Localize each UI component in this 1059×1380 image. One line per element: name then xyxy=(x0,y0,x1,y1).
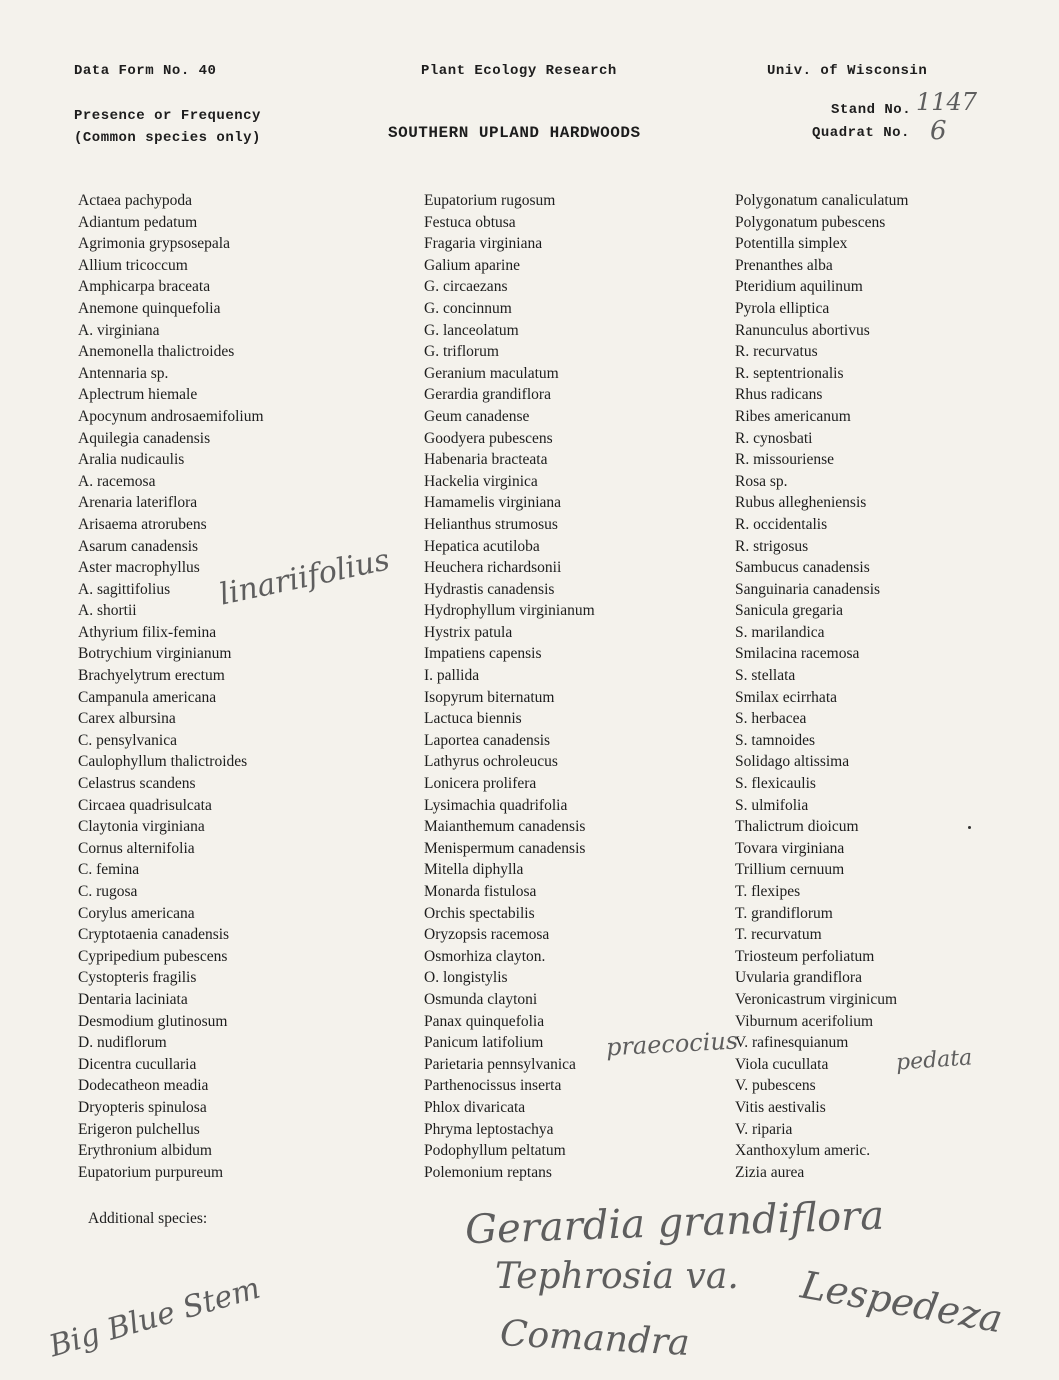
species-item: Monarda fistulosa xyxy=(424,883,537,900)
species-item: S. marilandica xyxy=(735,623,825,641)
species-item: Helianthus strumosus xyxy=(424,515,558,533)
species-column-1 xyxy=(78,190,378,1183)
species-item: Sanguinaria canadensis xyxy=(735,580,881,598)
species-item: Oryzopsis racemosa xyxy=(424,926,550,944)
species-item: Polygonatum canaliculatum xyxy=(735,192,909,209)
quadrat-value-handwritten: 6 xyxy=(930,116,947,146)
species-item: Dryopteris spinulosa xyxy=(78,1098,207,1116)
species-item: Smilacina racemosa xyxy=(735,645,860,663)
species-item: Anemone quinquefolia xyxy=(78,299,221,317)
species-item: Phlox divaricata xyxy=(424,1098,526,1116)
species-item: Eupatorium rugosum xyxy=(424,192,556,209)
species-item: S. flexicaulis xyxy=(735,775,816,793)
stand-value-handwritten: 1147 xyxy=(916,88,978,116)
species-item: R. septentrionalis xyxy=(735,364,844,382)
species-item: Hepatica acutiloba xyxy=(424,537,540,555)
species-item: Gerardia grandiflora xyxy=(424,386,551,404)
species-item: Prenanthes alba xyxy=(735,256,833,274)
handwritten-additional-2: Tephrosia va. xyxy=(495,1256,739,1297)
species-item: Circaea quadrisulcata xyxy=(78,796,212,814)
species-item: Cystopteris fragilis xyxy=(78,969,197,987)
species-item: Fragaria virginiana xyxy=(424,235,543,253)
species-item: Uvularia grandiflora xyxy=(735,969,862,987)
species-item: Panax quinquefolia xyxy=(424,1012,545,1030)
species-item: T. flexipes xyxy=(735,883,801,900)
species-item: Rosa sp. xyxy=(735,472,788,490)
species-item: Hydrophyllum virginianum xyxy=(424,602,595,620)
species-item: Aster macrophyllus xyxy=(78,559,200,577)
species-item: Lactuca biennis xyxy=(424,710,522,728)
quadrat-number xyxy=(812,125,910,141)
species-item: Maianthemum canadensis xyxy=(424,818,586,836)
species-item: Erigeron pulchellus xyxy=(78,1120,200,1138)
species-item: Hackelia virginica xyxy=(424,472,538,490)
species-item: T. recurvatum xyxy=(735,926,822,944)
species-item: A. sagittifolius xyxy=(78,580,171,598)
species-item: Apocynum androsaemifolium xyxy=(78,407,264,425)
species-item: Lonicera prolifera xyxy=(424,775,537,793)
species-item: G. concinnum xyxy=(424,299,512,317)
page-title: SOUTHERN UPLAND HARDWOODS xyxy=(388,124,641,142)
species-item: Tovara virginiana xyxy=(735,839,845,857)
species-item: C. femina xyxy=(78,861,140,879)
species-item: Brachyelytrum erectum xyxy=(78,667,225,685)
species-item: R. occidentalis xyxy=(735,515,828,533)
species-item: Asarum canadensis xyxy=(78,537,199,555)
handwritten-additional-1: Gerardia grandiflora xyxy=(464,1192,885,1254)
species-item: Cypripedium pubescens xyxy=(78,947,228,965)
species-item: Polygonatum pubescens xyxy=(735,213,886,231)
species-item: Erythronium albidum xyxy=(78,1142,212,1160)
presence-line-1: Presence or Frequency xyxy=(74,108,261,124)
handwritten-additional-5: Lespedeza xyxy=(797,1262,1006,1342)
species-item: Hamamelis virginiana xyxy=(424,494,562,512)
species-item: Osmorhiza clayton. xyxy=(424,947,546,965)
species-item: Arenaria lateriflora xyxy=(78,494,198,512)
species-item: Desmodium glutinosum xyxy=(78,1012,228,1030)
species-item: Ranunculus abortivus xyxy=(735,321,870,339)
species-item: Pyrola elliptica xyxy=(735,299,830,317)
research-program-text: Plant Ecology Research xyxy=(421,63,617,79)
species-item: V. pubescens xyxy=(735,1077,816,1095)
species-item: S. tamnoides xyxy=(735,731,816,749)
species-item: R. strigosus xyxy=(735,537,809,555)
species-item: Lysimachia quadrifolia xyxy=(424,796,568,814)
species-item: Cryptotaenia canadensis xyxy=(78,926,230,944)
species-item: G. lanceolatum xyxy=(424,321,519,339)
species-item: Campanula americana xyxy=(78,688,217,706)
species-item: Potentilla simplex xyxy=(735,235,848,253)
species-item: Orchis spectabilis xyxy=(424,904,535,922)
handwritten-aster-note: linariifolius xyxy=(216,542,393,613)
species-item: R. missouriense xyxy=(735,451,835,469)
species-item: A. shortii xyxy=(78,602,137,620)
species-item: Smilax ecirrhata xyxy=(735,688,837,706)
species-item: Caulophyllum thalictroides xyxy=(78,753,248,771)
species-item: S. herbacea xyxy=(735,710,807,728)
species-item: Lathyrus ochroleucus xyxy=(424,753,558,771)
ink-dot xyxy=(968,826,971,829)
species-item: Amphicarpa braceata xyxy=(78,278,211,296)
species-item: Dentaria laciniata xyxy=(78,990,188,1008)
species-item: Agrimonia grypsosepala xyxy=(78,235,230,253)
species-item: Eupatorium purpureum xyxy=(78,1163,224,1181)
species-item: I. pallida xyxy=(424,667,480,685)
species-item: Pteridium aquilinum xyxy=(735,278,863,296)
species-item: S. stellata xyxy=(735,667,796,685)
species-item: C. rugosa xyxy=(78,883,138,900)
species-item: Laportea canadensis xyxy=(424,731,551,749)
species-item: Festuca obtusa xyxy=(424,213,516,231)
species-item: Aplectrum hiemale xyxy=(78,386,198,404)
species-item: Viburnum acerifolium xyxy=(735,1012,874,1030)
species-item: Aquilegia canadensis xyxy=(78,429,211,447)
species-item: R. recurvatus xyxy=(735,343,818,361)
species-item: Vitis aestivalis xyxy=(735,1098,826,1116)
species-item: Sanicula gregaria xyxy=(735,602,844,620)
quadrat-label: Quadrat No. xyxy=(812,125,910,141)
species-item: Heuchera richardsonii xyxy=(424,559,562,577)
species-item: Triosteum perfoliatum xyxy=(735,947,875,965)
species-item: Trillium cernuum xyxy=(735,861,845,879)
species-item: Thalictrum dioicum xyxy=(735,818,859,836)
species-item: Isopyrum biternatum xyxy=(424,688,555,706)
species-item: Osmunda claytoni xyxy=(424,990,538,1008)
handwritten-panicum-note: praecocius xyxy=(605,1026,739,1062)
species-item: Athyrium filix-femina xyxy=(78,623,217,641)
research-program xyxy=(421,60,617,82)
species-item: Impatiens capensis xyxy=(424,645,542,663)
species-item: Sambucus canadensis xyxy=(735,559,870,577)
form-number-text: Data Form No. 40 xyxy=(74,63,217,79)
species-item: Viola cucullata xyxy=(735,1055,829,1073)
species-item: Parietaria pennsylvanica xyxy=(424,1055,576,1073)
species-item: Arisaema atrorubens xyxy=(78,515,207,533)
species-item: Veronicastrum virginicum xyxy=(735,990,898,1008)
additional-species-label: Additional species: xyxy=(88,1210,208,1227)
species-item: Galium aparine xyxy=(424,256,520,274)
species-item: S. ulmifolia xyxy=(735,796,809,814)
species-item: G. circaezans xyxy=(424,278,508,296)
university-text: Univ. of Wisconsin xyxy=(767,63,928,79)
species-item: Adiantum pedatum xyxy=(78,213,198,231)
species-item: Xanthoxylum americ. xyxy=(735,1142,871,1160)
species-item: G. triflorum xyxy=(424,343,499,361)
species-item: Menispermum canadensis xyxy=(424,839,586,857)
presence-line-2: (Common species only) xyxy=(74,130,261,146)
species-item: Celastrus scandens xyxy=(78,775,196,793)
species-item: Solidago altissima xyxy=(735,753,850,771)
form-number xyxy=(74,60,216,82)
species-item: Rhus radicans xyxy=(735,386,823,404)
species-item: Rubus allegheniensis xyxy=(735,494,867,512)
species-item: D. nudiflorum xyxy=(78,1034,167,1052)
species-item: Carex albursina xyxy=(78,710,176,728)
species-item: Polemonium reptans xyxy=(424,1163,552,1181)
university xyxy=(767,60,927,82)
species-item: Ribes americanum xyxy=(735,407,851,425)
species-item: Claytonia virginiana xyxy=(78,818,205,836)
species-item: R. cynosbati xyxy=(735,429,813,447)
species-item: Botrychium virginianum xyxy=(78,645,232,663)
species-item: Corylus americana xyxy=(78,904,195,922)
handwritten-additional-4: Comandra xyxy=(499,1313,691,1364)
species-item: Phryma leptostachya xyxy=(424,1120,554,1138)
species-item: Parthenocissus inserta xyxy=(424,1077,562,1095)
species-item: Panicum latifolium xyxy=(424,1034,544,1052)
species-item: Habenaria bracteata xyxy=(424,451,548,469)
species-item: Hystrix patula xyxy=(424,623,513,641)
species-item: Goodyera pubescens xyxy=(424,429,553,447)
species-item: A. virginiana xyxy=(78,321,160,339)
stand-label: Stand No. xyxy=(831,102,912,118)
species-item: Geum canadense xyxy=(424,407,530,425)
handwritten-additional-3: Big Blue Stem xyxy=(45,1270,265,1365)
species-item: Dicentra cucullaria xyxy=(78,1055,197,1073)
species-item: Dodecatheon meadia xyxy=(78,1077,209,1095)
species-item: Podophyllum peltatum xyxy=(424,1142,566,1160)
species-item: Actaea pachypoda xyxy=(78,192,193,209)
species-item: Hydrastis canadensis xyxy=(424,580,555,598)
species-item: V. riparia xyxy=(735,1120,793,1138)
species-item: Aralia nudicaulis xyxy=(78,451,185,469)
species-item: Allium tricoccum xyxy=(78,256,188,274)
species-item: T. grandiflorum xyxy=(735,904,833,922)
species-item: Geranium maculatum xyxy=(424,364,559,382)
species-item: Zizia aurea xyxy=(735,1163,805,1181)
species-item: C. pensylvanica xyxy=(78,731,178,749)
species-item: Antennaria sp. xyxy=(78,364,169,382)
stand-number xyxy=(831,102,911,118)
presence-frequency-note xyxy=(74,105,261,149)
species-item: V. rafinesquianum xyxy=(735,1034,849,1052)
species-item: Cornus alternifolia xyxy=(78,839,195,857)
species-item: A. racemosa xyxy=(78,472,156,490)
species-item: O. longistylis xyxy=(424,969,508,987)
species-column-3 xyxy=(735,190,1035,1183)
species-item: Mitella diphylla xyxy=(424,861,524,879)
species-item: Anemonella thalictroides xyxy=(78,343,235,361)
handwritten-viola-note: pedata xyxy=(895,1045,974,1076)
